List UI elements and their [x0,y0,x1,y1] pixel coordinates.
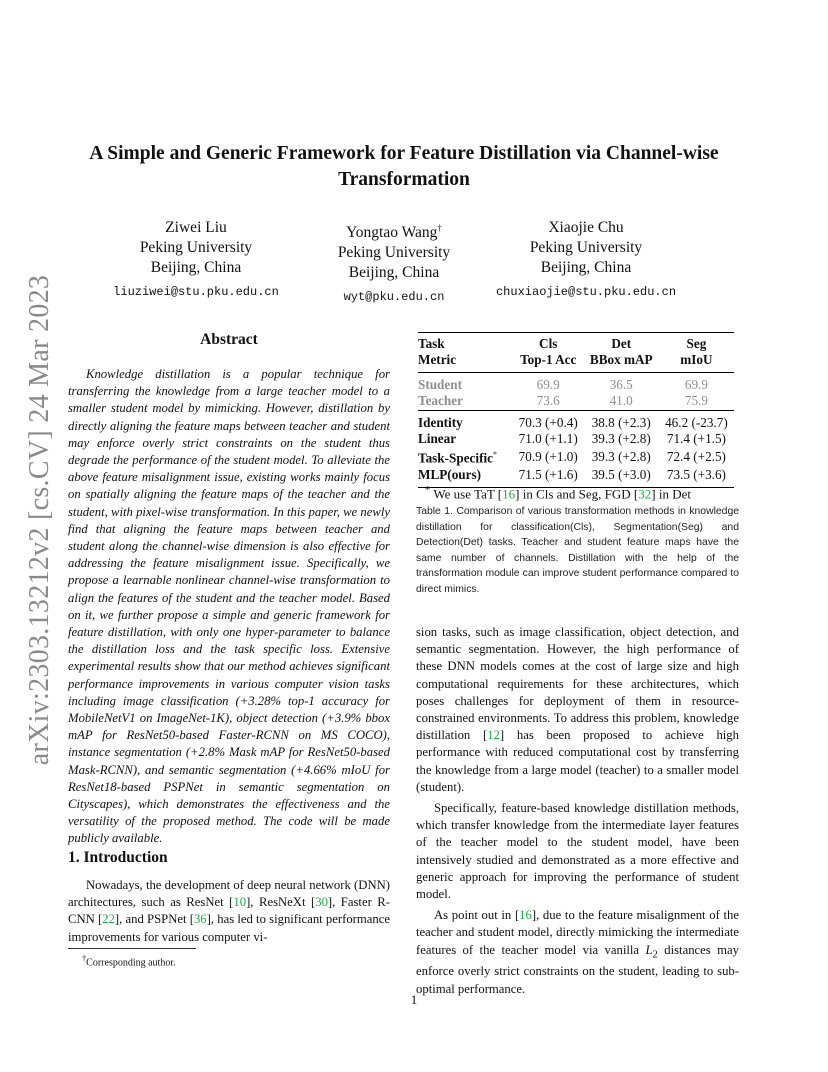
author-affiliation: Peking University [139,239,253,256]
author-affiliation: Peking University [337,244,451,262]
value-cell: 73.5 (+3.6) [659,467,734,487]
value-cell: 69.9 [536,376,560,392]
header-cell: Metric [418,352,513,372]
footnote-mark: * [492,450,497,460]
text-run: ], ResNeXt [ [246,895,316,910]
value-cell: 70.3 (+0.4) [513,410,584,431]
author-block-2 [289,218,499,307]
table-caption: Table 1. Comparison of various transformation methods in knowledge distillation for classification(Cls), Segmentation(Seg) and Detection(Det) tasks. Teacher and student feature maps have the same number of channels. Distillation with the help of the transformation module can improve student performance compared to direct mimics. [416,506,739,595]
text-run: ] in Det [651,486,691,502]
author-affiliation: Peking University [529,239,643,256]
citation-link[interactable]: 22 [102,912,115,927]
method-cell [418,447,513,467]
table-row [418,447,734,467]
footnote [68,952,176,969]
method-cell: Student [418,376,462,392]
right-column-body [416,624,739,1002]
citation-link[interactable]: 36 [193,912,207,927]
text-run: As point out in [ [434,908,520,923]
header-cell: Det [584,333,659,353]
text-run: ] in Cls and Seg, FGD [ [515,486,639,502]
value-cell: 41.0 [609,393,633,409]
math-subscript: 2 [652,949,658,961]
value-cell: 36.5 [609,376,633,392]
title-line-2: Transformation [338,169,470,190]
arxiv-identifier: arXiv:2303.13212v2 [cs.CV] 24 Mar 2023 [24,274,55,766]
arxiv-stamp [20,274,60,766]
header-cell: mIoU [659,352,734,372]
header-cell: Task [418,333,513,353]
table-header-row [418,352,734,372]
abstract-heading: Abstract [200,331,258,348]
table-row [418,431,734,447]
value-cell: 69.9 [684,376,708,392]
comparison-table [418,332,734,488]
author-location: Beijing, China [540,259,632,276]
value-cell: 71.0 (+1.1) [518,431,578,447]
text-run: ], and PSPNet [ [114,912,194,927]
introduction-paragraph: Specifically, feature-based knowledge distillation methods, which transfer knowledge from the intermediate layer features of the teacher model to the student model, have been intensively studied and demonstrated as a more effective and generic approach for improving the performance of student model. [416,801,739,902]
text-run: ], has led to significant performance improvements for various computer vi- [68,912,390,944]
citation-link[interactable]: 16 [519,908,532,923]
text-run: ] has been proposed to achieve high performance with reduced computational cost by transferring the knowledge from a large model (teacher) to a smaller model (student). [416,728,739,794]
citation-link[interactable]: 32 [638,486,652,502]
method-cell: Linear [418,431,457,447]
introduction-paragraph-continued [416,624,739,796]
author-block-1 [91,218,301,302]
text-run: Nowadays, the development of deep neural network (DNN) architectures, such as ResNet [ [68,878,390,910]
header-cell: Seg [659,333,734,353]
introduction-paragraph-start [68,877,390,946]
method-cell: MLP(ours) [418,467,513,487]
header-cell: BBox mAP [584,352,659,372]
value-cell: 39.3 (+2.8) [591,431,651,447]
footnote-mark: † [82,954,87,963]
citation-link[interactable]: 12 [487,728,500,743]
value-cell: 71.4 (+1.5) [666,431,726,447]
introduction-paragraph [416,907,739,998]
value-cell: 38.8 (+2.3) [584,410,659,431]
text-run: ], due to the feature misalignment of the teacher and student model, directly mimicking the intermediate features of the teacher model via vanilla [416,908,739,957]
value-cell: 73.6 [536,393,560,409]
citation-link[interactable]: 30 [315,895,328,910]
author-email[interactable]: wyt@pku.edu.cn [343,290,445,305]
value-cell: 70.9 (+1.0) [518,449,578,465]
table-row [418,372,734,393]
author-location: Beijing, China [150,259,242,276]
abstract-text: Knowledge distillation is a popular technique for transferring the knowledge from a large teacher model to a smaller student model by mimicking. However, distillation by directly aligning the feature maps between teacher and student may enforce overly strict constraints on the student thus degrade the performance of the student model. To alleviate the above feature misalignment issue, existing works mainly focus on spatially aligning the feature maps of the teacher and the student, with pixel-wise transformation. In this paper, we newly find that aligning the feature maps between teacher and student along the channel-wise dimension is also effective for addressing the feature misalignment issue. Specifically, we propose a learnable nonlinear channel-wise transformation to align the features of the student and the teacher model. Based on it, we further propose a simple and generic framework for feature distillation, with only one hyper-parameter to balance the distillation loss and the task specific loss. Extensive experimental results show that our method achieves significant performance improvements in various computer vision tasks including image classification (+3.28% top-1 accuracy for MobileNetV1 on ImageNet-1K), object detection (+3.9% bbox mAP for ResNet50-based Faster-RCNN on MS COCO), instance segmentation (+2.8% Mask mAP for ResNet50-based Mask-RCNN), and semantic segmentation (+4.66% mIoU for ResNet18-based PSPNet in semantic segmentation on Cityscapes), which demonstrates the effectiveness and the versatility of the proposed method. The code will be made publicly available. [68,367,390,846]
title-line-1: A Simple and Generic Framework for Feature Distillation via Channel-wise [89,143,719,164]
value-cell: 75.9 [684,393,708,409]
header-cell: Top-1 Acc [513,352,584,372]
introduction-heading: 1. Introduction [68,849,168,866]
value-cell: 46.2 (-23.7) [659,410,734,431]
method-label: Task-Specific [418,450,493,466]
author-email[interactable]: liuziwei@stu.pku.edu.cn [113,285,279,299]
footnote-text: Corresponding author. [86,957,176,969]
author-location: Beijing, China [348,264,440,282]
value-cell: 72.4 (+2.5) [666,449,726,465]
author-name: Yongtao Wang [346,224,438,242]
author-name: Ziwei Liu [165,219,227,236]
page-number: 1 [410,992,418,1007]
footnote-mark: * [425,484,431,496]
text-run: We use TaT [ [430,486,503,502]
value-cell: 39.5 (+3.0) [584,467,659,487]
method-cell: Teacher [418,393,463,409]
paper-title [80,141,728,193]
value-cell: 39.3 (+2.8) [591,449,651,465]
author-block-3 [481,218,691,302]
table-header-row [418,333,734,353]
citation-link[interactable]: 10 [233,895,247,910]
header-cell: Cls [513,333,584,353]
citation-link[interactable]: 16 [502,486,516,502]
text-run: ], Faster R-CNN [ [68,895,390,927]
text-run: sion tasks, such as image classification, object detection, and semantic segmentation. However, the high performance of these DNN models comes at the cost of large size and high computational requirements for these architectures, which poses challenges for deployment of them in resource-constrained environments. To address this problem, knowledge distillation [ [416,625,739,743]
author-email[interactable]: chuxiaojie@stu.pku.edu.cn [495,285,677,299]
footnote-rule [68,948,196,949]
table-row [418,410,734,431]
table-row [418,393,734,410]
author-name: Xiaojie Chu [548,219,624,236]
text-run: distances may enforce overly strict constraints on the student, leading to sub-optimal performance. [416,942,740,996]
corresponding-mark: † [437,223,442,233]
value-cell: 71.5 (+1.6) [513,467,584,487]
table-footnote [425,484,691,502]
method-cell: Identity [418,410,513,431]
math-symbol: L [645,942,653,957]
